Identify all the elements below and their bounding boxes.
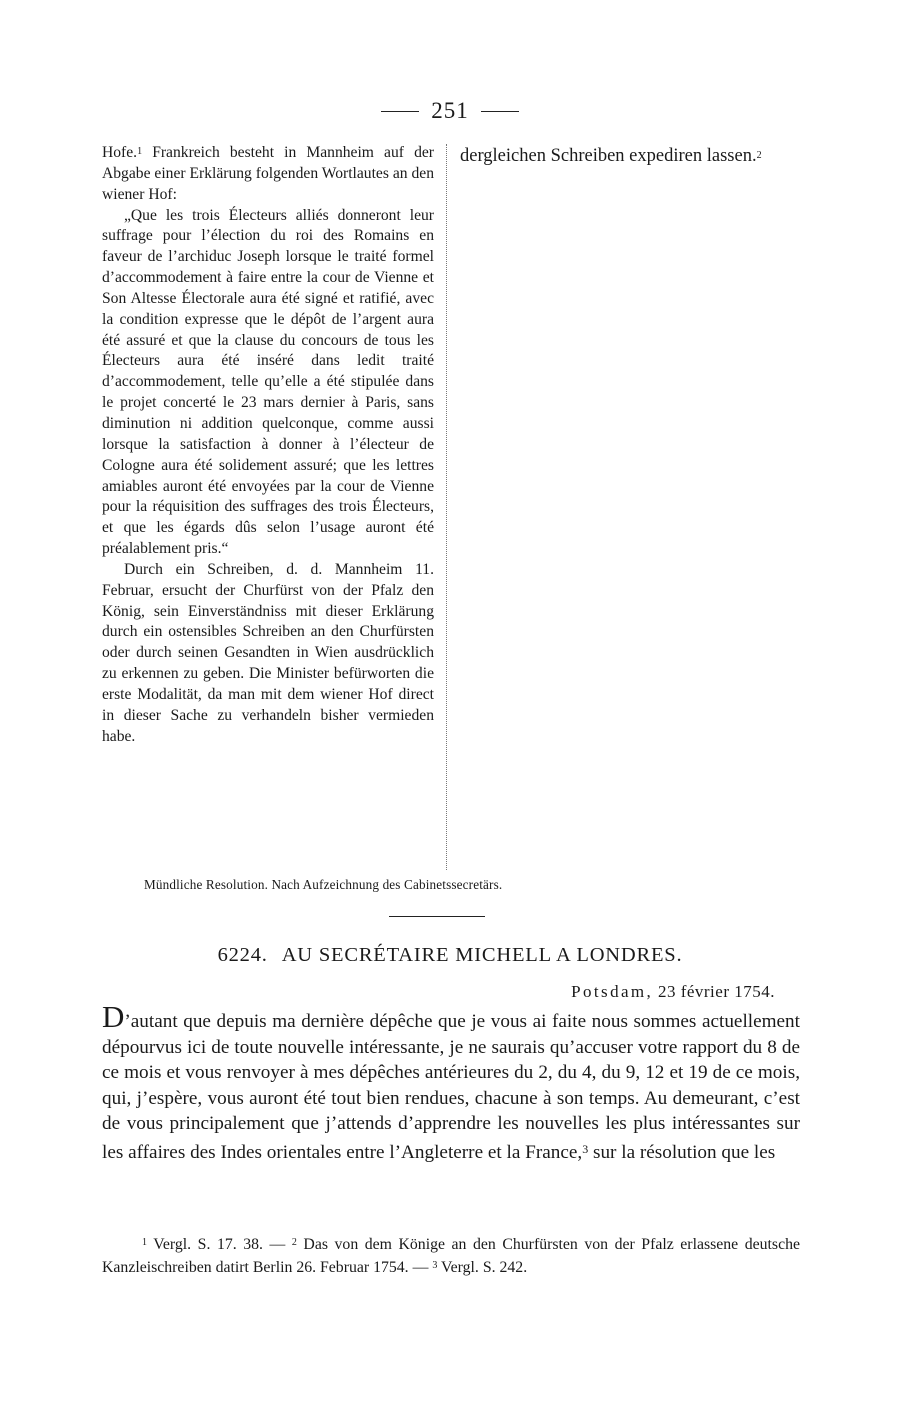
letter-body [102, 999, 800, 1166]
footnote-ref-1: 1 [137, 146, 143, 157]
footnote-3: Vergl. S. 242. [437, 1258, 528, 1276]
footnote-ref-3: 3 [582, 1141, 589, 1156]
left-paragraph-3: Durch ein Schreiben, d. d. Mannheim 11. Februar, ersucht der Churfürst von der Pfalz den König, sein Einverständniss mit dieser Erklärung durch ein ostensibles Schreiben an den Churfürsten oder durch seinen Gesandten in Wien ausdrücklich zu erkennen zu geben. Die Minister befürworten die erste Modalität, da man mit dem wiener Hof direct in dieser Sache zu verhandeln bisher vermieden habe. [102, 560, 434, 745]
footnote-block [102, 1233, 800, 1278]
footnote-2: Das von dem Könige an den Churfürsten von der Pfalz erlassene deutsche Kanzleischreiben datirt Berlin 26. Februar 1754. — [102, 1236, 800, 1276]
footnotes [102, 1233, 800, 1278]
footnote-1: Vergl. S. 17. 38. — [147, 1236, 292, 1253]
letter-place-date [571, 982, 775, 1002]
column-divider [446, 144, 447, 870]
drop-cap: D [102, 999, 125, 1034]
footnote-mark-1: 1 [142, 1237, 147, 1248]
footnote-mark-2: 2 [291, 1237, 297, 1248]
letter-title: AU SECRÉTAIRE MICHELL A LONDRES. [281, 944, 683, 966]
footnote-mark-3: 3 [432, 1259, 438, 1271]
left-paragraph-declaration: „Que les trois Électeurs alliés donneront leur suffrage pour l’élection du roi des Romains en faveur de l’archiduc Joseph lorsque le traité formel d’accommodement à faire entre la cour de Vienne et Son Altesse Électorale aura été signé et ratifié, avec la condition expresse que le dépôt de l’argent aura été assuré et que la clause du concours de tous les Électeurs aura été inséré dans ledit traité d’accommodement, telle qu’elle a été stipulée dans le projet concerté le 23 mars dernier à Paris, sans diminution ni addition quelconque, comme aussi lorsque la satisfaction à donner à l’électeur de Cologne aura été solidement assuré; que les lettres amiables auront été envoyées par la cour de Vienne pour la réquisition des suffrages des trois Électeurs, et que les égards dûs selon l’usage auront été préalablement pris.“ [102, 206, 434, 558]
right-text: dergleichen Schreiben expediren lassen. [460, 146, 757, 166]
letter-body-end: sur la résolution que les [588, 1141, 776, 1163]
left-column [102, 142, 434, 747]
header-rule-left [381, 111, 419, 112]
header-rule-right [481, 111, 519, 112]
letter-heading [0, 944, 900, 967]
left-p1-start: Hofe. [102, 144, 138, 161]
right-paragraph [460, 142, 799, 170]
footnote-ref-2: 2 [756, 150, 762, 161]
letter-number: 6224. [217, 944, 268, 966]
letter-body-text: ’autant que depuis ma dernière dépêche que je vous ai faite nous sommes actuellement dépourvus ici de toute nouvelle intéressante, je ne saurais qu’accuser votre rapport du 8 de ce mois et vous renvoyer à mes dépêches antérieures du 2, du 4, du 9, 12 et 19 de ce mois, qui, j’espère, vous auront été tout bien rendues, chacune à son temps. Au demeurant, c’est de vous principalement que j’attends d’apprendre les nouvelles les plus intéressantes sur les affaires des Indes orientales entre l’Angleterre et la France, [102, 1011, 800, 1163]
resolution-note: Mündliche Resolution. Nach Aufzeichnung des Cabinetssecretärs. [144, 877, 503, 892]
page-number: 251 [431, 98, 469, 123]
section-separator [389, 916, 485, 917]
left-paragraph-1 [102, 142, 434, 206]
right-column [460, 142, 799, 170]
letter-date: 23 février 1754. [657, 982, 775, 1001]
page-header [0, 96, 900, 126]
letter-place: Potsdam, [571, 982, 654, 1001]
left-p1-rest: Frankreich besteht in Mannheim auf der Abgabe einer Erklärung folgenden Wortlautes an den wiener Hof: [102, 144, 434, 203]
